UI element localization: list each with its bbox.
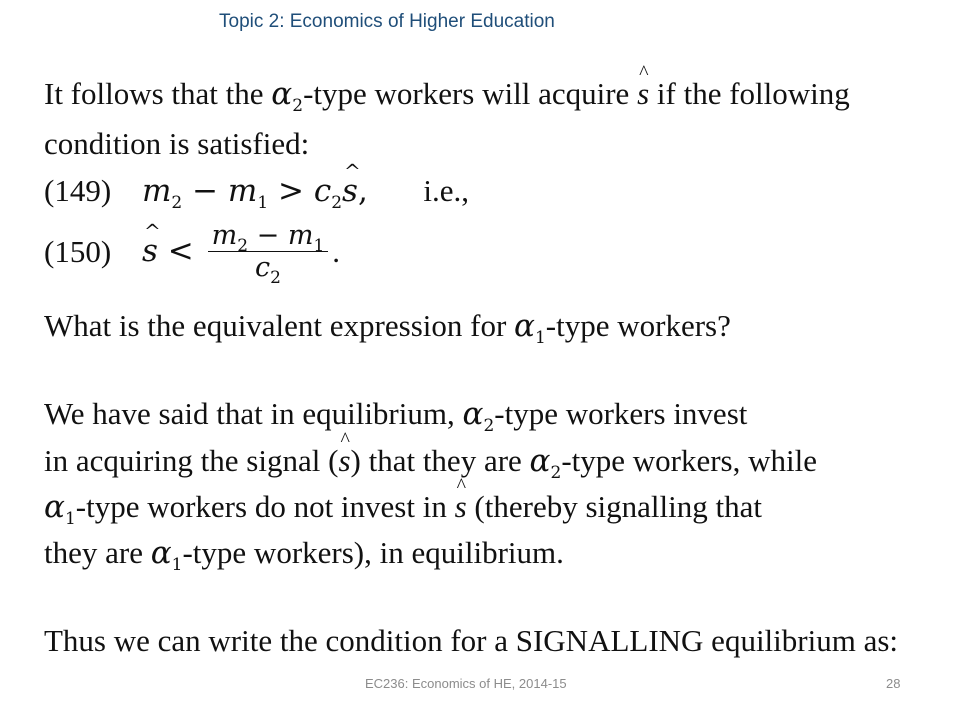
s-hat-symbol: s ^ [338, 445, 350, 476]
footer-course-label: EC236: Economics of HE, 2014-15 [365, 676, 567, 691]
equation-150-fraction [208, 220, 329, 288]
line-1-text-b: -type workers will acquire [303, 76, 638, 111]
alpha-2-symbol: $\alpha_2$ [529, 443, 562, 483]
equation-150-period: . [332, 234, 341, 269]
equation-149-ie: i.e., [423, 173, 469, 208]
equation-149-body: $m_2 - m_1 > c_2s$ ^, [142, 173, 368, 209]
line-1-text-c: if the following [649, 76, 850, 111]
alpha-2-symbol: $\alpha_2$ [271, 76, 304, 116]
equation-150-lhs: s ^ < [142, 233, 204, 269]
equation-150 [44, 220, 341, 288]
fraction-numerator: $m_2 - m_1$ [208, 222, 329, 252]
text-line-1 [44, 76, 850, 116]
alpha-1-symbol: $\alpha_1$ [514, 308, 546, 348]
paragraph-line-1: We have said that in equilibrium, $\alpha_2$-type workers invest [44, 396, 748, 436]
alpha-1-symbol: $\alpha_1$ [44, 489, 76, 529]
s-hat-symbol: s ^ [637, 78, 649, 109]
conclusion-line: Thus we can write the condition for a SIGNALLING equilibrium as: [44, 623, 899, 658]
equation-150-label: (150) [44, 234, 112, 269]
alpha-2-symbol: $\alpha_2$ [462, 396, 495, 436]
line-1-text-a: It follows that the [44, 76, 272, 111]
paragraph-line-3: $\alpha_1$-type workers do not invest in s ^ (thereby signalling that [44, 491, 762, 523]
equation-149-label: (149) [44, 173, 112, 208]
footer-page-number: 28 [886, 676, 901, 691]
paragraph-line-2: in acquiring the signal (s ^) that they are $\alpha_2$-type workers, while [44, 445, 817, 477]
fraction-denominator: $c_2$ [254, 252, 281, 288]
question-line: What is the equivalent expression for $\alpha_1$-type workers? [44, 308, 731, 348]
alpha-1-symbol: $\alpha_1$ [150, 535, 183, 575]
paragraph-line-4: they are $\alpha_1$-type workers), in equilibrium. [44, 535, 564, 575]
slide-topic-title: Topic 2: Economics of Higher Education [219, 11, 555, 32]
text-line-2: condition is satisfied: [44, 126, 310, 161]
equation-149 [44, 173, 469, 213]
s-hat-symbol: s ^ [455, 491, 467, 522]
